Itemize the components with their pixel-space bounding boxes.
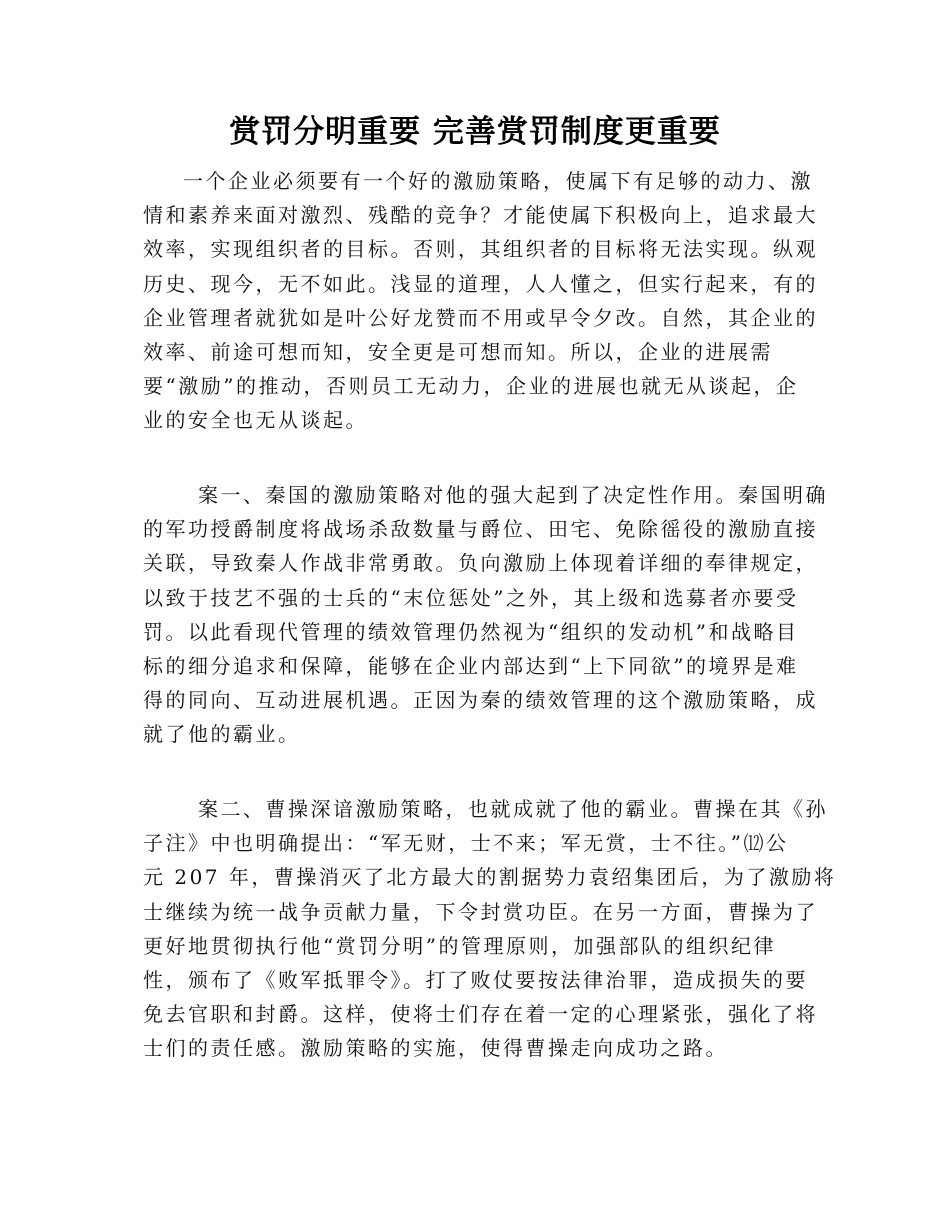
text-line: 一个企业必须要有一个好的激励策略，使属下有足够的动力、激: [183, 169, 813, 193]
paragraph-case-qin: [143, 478, 828, 752]
text-line: 就了他的霸业。: [143, 722, 301, 747]
text-line: 标的细分追求和保障，能够在企业内部达到“上下同欲”的境界是难: [143, 653, 799, 678]
text-line: 子注》中也明确提出：“军无财，士不来；军无赏，士不往。”⑿公: [143, 831, 789, 856]
text-line: 元 207 年，曹操消灭了北方最大的割据势力袁绍集团后，为了激励将: [143, 865, 837, 890]
text-line: 业的安全也无从谈起。: [143, 408, 368, 433]
text-line: 士们的责任感。激励策略的实施，使得曹操走向成功之路。: [143, 1036, 728, 1061]
text-line: 效率、前途可想而知，安全更是可想而知。所以，企业的进展需: [143, 339, 773, 364]
text-line: 士继续为统一战争贡献力量，下令封赏功臣。在另一方面，曹操为了: [143, 899, 818, 924]
text-line: 效率，实现组织者的目标。否则，其组织者的目标将无法实现。纵观: [143, 237, 818, 262]
text-line: 企业管理者就犹如是叶公好龙赞而不用或早令夕改。自然，其企业的: [143, 305, 818, 330]
text-line: 案二、曹操深谙激励策略，也就成就了他的霸业。曹操在其《孙: [198, 797, 828, 821]
text-line: 性，颁布了《败军抵罪令》。打了败仗要按法律治罪，造成损失的要: [143, 967, 808, 992]
text-line: 情和素养来面对激烈、残酷的竞争？才能使属下积极向上，追求最大: [143, 203, 818, 228]
text-line: 的军功授爵制度将战场杀敌数量与爵位、田宅、免除徭役的激励直接: [143, 517, 818, 542]
document-title: 赏罚分明重要 完善赏罚制度更重要: [229, 114, 721, 150]
text-line: 更好地贯彻执行他“赏罚分明”的管理原则，加强部队的组织纪律: [143, 933, 776, 958]
text-line: 案一、秦国的激励策略对他的强大起到了决定性作用。秦国明确: [198, 483, 828, 507]
text-line: 要“激励”的推动，否则员工无动力，企业的进展也就无从谈起，企: [143, 374, 799, 399]
paragraph-intro: [143, 164, 818, 438]
text-line: 关联，导致秦人作战非常勇敢。负向激励上体现着详细的奉律规定，: [143, 551, 818, 576]
paragraph-case-cao: [143, 792, 837, 1066]
text-line: 免去官职和封爵。这样，使将士们存在着一定的心理紧张，强化了将: [143, 1002, 818, 1027]
text-line: 以致于技艺不强的士兵的“末位惩处”之外，其上级和选募者亦要受: [143, 585, 799, 610]
text-line: 历史、现今，无不如此。浅显的道理，人人懂之，但实行起来，有的: [143, 271, 818, 296]
text-line: 罚。以此看现代管理的绩效管理仍然视为“组织的发动机”和战略目: [143, 619, 799, 644]
text-line: 得的同向、互动进展机遇。正因为秦的绩效管理的这个激励策略，成: [143, 688, 818, 713]
